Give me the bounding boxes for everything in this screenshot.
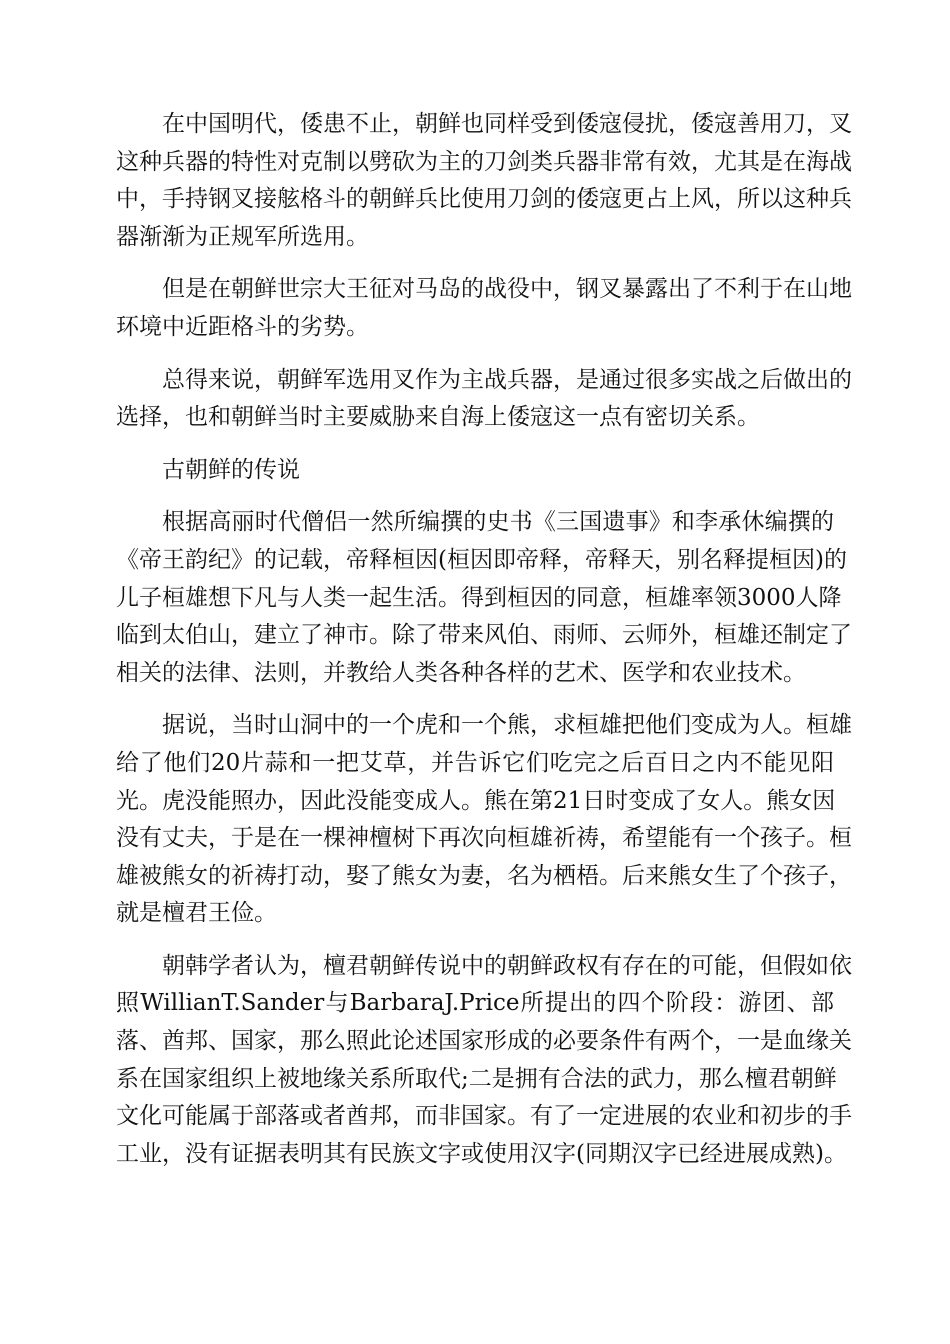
paragraph-3: [116, 362, 852, 437]
paragraph-7: [116, 948, 852, 1174]
text-line: 文化可能属于部落或者酋邦，而非国家。有了一定进展的农业和初步的手: [116, 1103, 852, 1130]
section-heading: [116, 452, 834, 490]
text-line: 器渐渐为正规军所选用。: [116, 223, 369, 250]
text-line: 根据高丽时代僧侣一然所编撰的史书《三国遗事》和李承休编撰的: [162, 509, 834, 536]
document-page: [116, 106, 852, 1188]
text-line: 落、酋邦、国家，那么照此论述国家形成的必要条件有两个，一是血缘关: [116, 1028, 852, 1055]
text-line: 但是在朝鲜世宗大王征对马岛的战役中，钢叉暴露出了不利于在山地: [162, 276, 852, 303]
text-line: 环境中近距格斗的劣势。: [116, 313, 369, 340]
text-line: 相关的法律、法则，并教给人类各种各样的艺术、医学和农业技术。: [116, 659, 806, 686]
text-line: 工业，没有证据表明其有民族文字或使用汉字(同期汉字已经进展成熟)。: [116, 1140, 847, 1167]
text-line: 给了他们20片蒜和一把艾草，并告诉它们吃完之后百日之内不能见阳: [116, 749, 834, 776]
paragraph-5: [116, 504, 852, 692]
text-line: 《帝王韵纪》的记载，帝释桓因(桓因即帝释，帝释天，别名释提桓因)的: [116, 546, 847, 573]
text-line: 在中国明代，倭患不止，朝鲜也同样受到倭寇侵扰，倭寇善用刀，叉: [162, 111, 852, 137]
heading-text: 古朝鲜的传说: [162, 456, 300, 483]
text-line: 中，手持钢叉接舷格斗的朝鲜兵比使用刀剑的倭寇更占上风，所以这种兵: [116, 186, 852, 213]
text-line: 儿子桓雄想下凡与人类一起生活。得到桓因的同意，桓雄率领3000人降: [116, 584, 842, 611]
paragraph-6: [116, 707, 852, 933]
text-line: 临到太伯山，建立了神市。除了带来风伯、雨师、云师外，桓雄还制定了: [116, 622, 852, 649]
text-line: 系在国家组织上被地缘关系所取代;二是拥有合法的武力，那么檀君朝鲜: [116, 1065, 837, 1092]
paragraph-1: [116, 106, 852, 256]
paragraph-2: [116, 271, 852, 346]
text-line: 选择，也和朝鲜当时主要威胁来自海上倭寇这一点有密切关系。: [116, 404, 760, 431]
text-line: 据说，当时山洞中的一个虎和一个熊，求桓雄把他们变成为人。桓雄: [162, 712, 852, 739]
text-line: 朝韩学者认为，檀君朝鲜传说中的朝鲜政权有存在的可能，但假如依: [162, 952, 852, 979]
text-line: 没有丈夫，于是在一棵神檀树下再次向桓雄祈祷，希望能有一个孩子。桓: [116, 825, 852, 852]
text-line: 照WillianT.Sander与BarbaraJ.Price所提出的四个阶段：游团、部: [116, 990, 834, 1017]
text-line: 就是檀君王俭。: [116, 900, 277, 927]
text-line: 雄被熊女的祈祷打动，娶了熊女为妻，名为栖梧。后来熊女生了个孩子，: [116, 862, 852, 889]
text-line: 这种兵器的特性对克制以劈砍为主的刀剑类兵器非常有效，尤其是在海战: [116, 148, 852, 175]
text-line: 总得来说，朝鲜军选用叉作为主战兵器，是通过很多实战之后做出的: [162, 366, 852, 393]
text-line: 光。虎没能照办，因此没能变成人。熊在第21日时变成了女人。熊女因: [116, 787, 836, 814]
